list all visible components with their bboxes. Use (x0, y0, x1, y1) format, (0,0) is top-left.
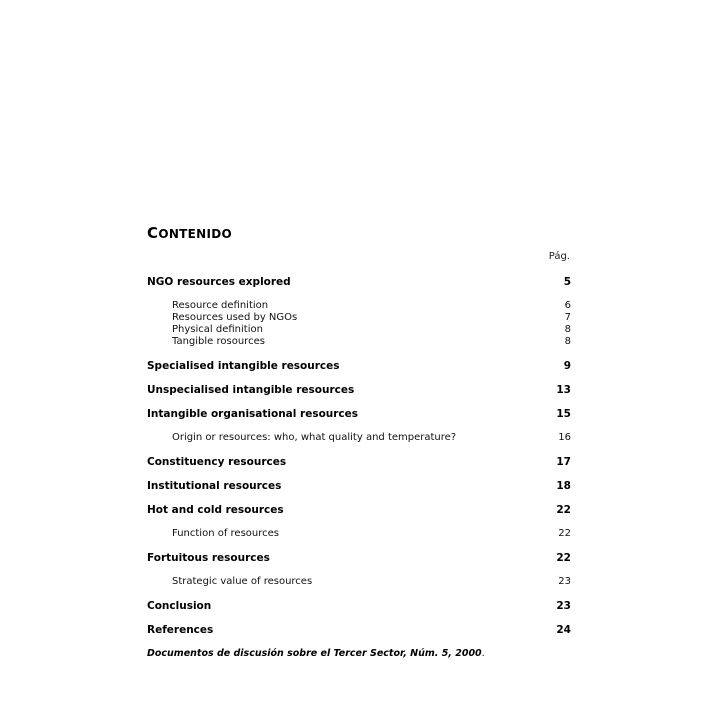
toc-entry (147, 552, 571, 564)
toc-subentry-label: Physical definition (172, 324, 263, 335)
toc-entry-label: Fortuitous resources (147, 552, 270, 564)
toc-entry-label: NGO resources explored (147, 276, 291, 288)
toc-subentry-label: Resource definition (172, 300, 269, 311)
page-column-header: Pág. (548, 251, 570, 262)
toc-entry-page: 9 (563, 360, 571, 372)
footer-text: Documentos de discusión sobre el Tercer Sector, Núm. 5, 2000 (147, 648, 482, 659)
toc-entry-page: 5 (563, 276, 571, 288)
toc-title-initial: C (147, 224, 159, 242)
toc-title-rest: ONTENIDO (158, 227, 233, 241)
toc-entry-page: 23 (556, 600, 571, 612)
toc-subentry-label: Function of resources (172, 528, 279, 539)
toc-subentry-page: 16 (558, 432, 571, 443)
toc-entry (147, 276, 571, 288)
toc-entry-label: Hot and cold resources (147, 504, 284, 516)
toc-subentry (147, 324, 571, 335)
toc-entry (147, 600, 571, 612)
toc-entry-page: 22 (556, 552, 571, 564)
toc-entry-page: 22 (556, 504, 571, 516)
toc-subentry-page: 23 (558, 576, 571, 587)
toc-entry-label: Specialised intangible resources (147, 360, 340, 372)
toc-entry-label: References (147, 624, 214, 636)
toc-entry-label: Constituency resources (147, 456, 287, 468)
toc-entry (147, 384, 571, 396)
toc-entry-page: 15 (556, 408, 571, 420)
toc-subentry-label: Tangible rosources (172, 336, 265, 347)
toc-entry-label: Conclusion (147, 600, 212, 612)
footer-period: . (481, 648, 485, 659)
toc-entry (147, 456, 571, 468)
toc-subentry (147, 528, 571, 539)
toc-entry (147, 360, 571, 372)
toc-subentry (147, 312, 571, 323)
toc-subentry (147, 300, 571, 311)
toc-entry-page: 17 (556, 456, 571, 468)
toc-entry (147, 408, 571, 420)
toc-entry-label: Institutional resources (147, 480, 282, 492)
toc-entry-label: Intangible organisational resources (147, 408, 359, 420)
toc-entry-page: 24 (556, 624, 571, 636)
running-footer (147, 648, 485, 659)
toc-subentry-page: 8 (564, 324, 571, 335)
toc-subentry (147, 576, 571, 587)
toc-entry (147, 504, 571, 516)
toc-subentry-page: 6 (564, 300, 571, 311)
toc-entry-page: 18 (556, 480, 571, 492)
toc-subentry-page: 22 (558, 528, 571, 539)
toc-subentry (147, 432, 571, 443)
toc-entry-label: Unspecialised intangible resources (147, 384, 355, 396)
toc-subentry-page: 7 (564, 312, 571, 323)
toc-entry (147, 480, 571, 492)
toc-title (147, 224, 232, 242)
toc-subentry-page: 8 (564, 336, 571, 347)
toc-subentry-label: Strategic value of resources (172, 576, 313, 587)
toc-entry (147, 624, 571, 636)
toc-subentry-label: Resources used by NGOs (172, 312, 298, 323)
toc-subentry (147, 336, 571, 347)
toc-subentry-label: Origin or resources: who, what quality and temperature? (172, 432, 457, 443)
toc-entry-page: 13 (556, 384, 571, 396)
